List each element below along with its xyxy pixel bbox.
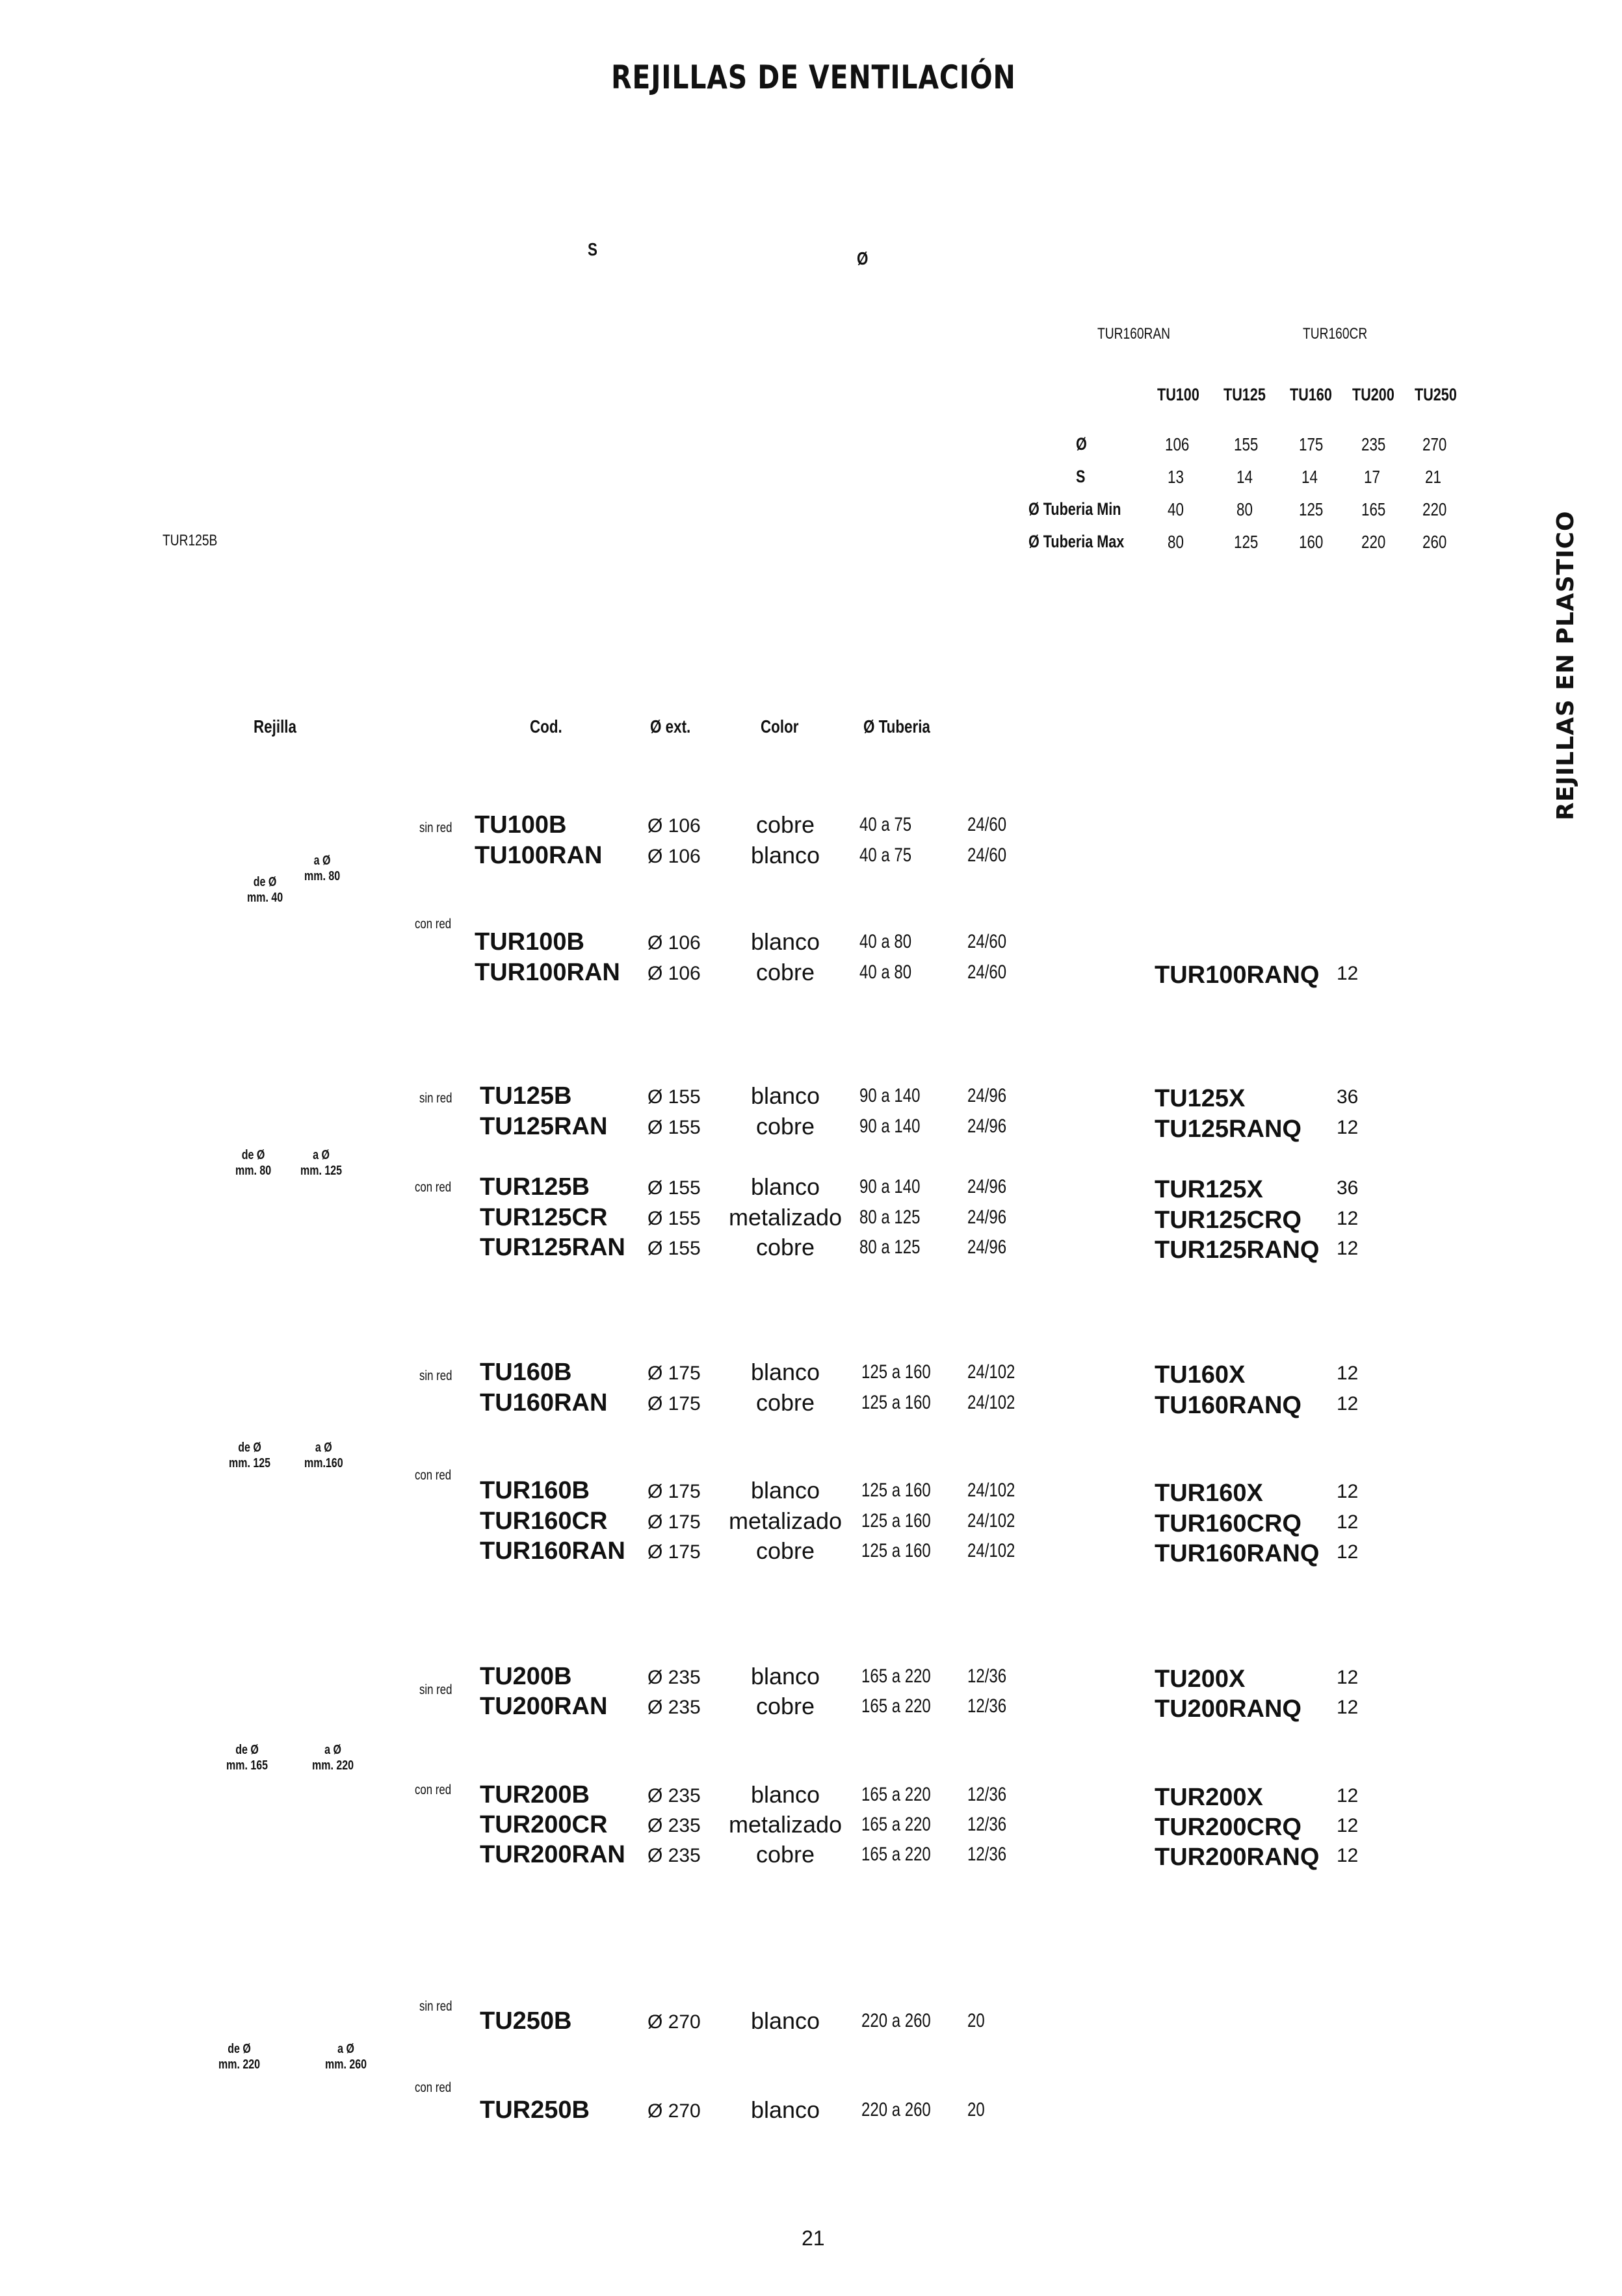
product-ext-diameter: Ø 106 bbox=[647, 846, 701, 867]
dims-row-label: Ø Tuberia Max bbox=[1028, 532, 1125, 551]
range-from-label: de Ø mm. 165 bbox=[226, 1743, 268, 1773]
product-pack: 24/60 bbox=[967, 931, 1007, 952]
side-section-label: REJILLAS EN PLASTICO bbox=[1552, 510, 1579, 820]
product-color: cobre bbox=[755, 811, 815, 838]
product-alt-code: TUR200RANQ bbox=[1155, 1844, 1320, 1871]
product-color: cobre bbox=[755, 959, 815, 985]
product-ext-diameter: Ø 175 bbox=[647, 1511, 701, 1533]
product-tuberia-range: 90 a 140 bbox=[859, 1085, 921, 1106]
product-code: TUR100B bbox=[475, 928, 584, 956]
dims-cell: 40 bbox=[1168, 499, 1184, 519]
product-code: TUR200B bbox=[480, 1781, 590, 1808]
range-from-label: de Ø mm. 80 bbox=[235, 1148, 272, 1178]
sin-red-label: sin red bbox=[419, 1999, 452, 2014]
header-cod: Cod. bbox=[530, 716, 562, 737]
product-pack: 24/102 bbox=[967, 1540, 1015, 1561]
header-tuberia: Ø Tuberia bbox=[863, 716, 930, 737]
product-tuberia-range: 165 a 220 bbox=[861, 1844, 931, 1865]
product-alt-qty: 12 bbox=[1337, 1815, 1359, 1836]
product-alt-qty: 12 bbox=[1337, 1785, 1359, 1807]
range-from-label: de Ø mm. 40 bbox=[247, 875, 283, 905]
product-alt-qty: 36 bbox=[1337, 1177, 1359, 1199]
product-ext-diameter: Ø 175 bbox=[647, 1481, 701, 1502]
con-red-label: con red bbox=[415, 1180, 452, 1195]
product-pack: 24/96 bbox=[967, 1085, 1007, 1106]
product-tuberia-range: 125 a 160 bbox=[861, 1480, 931, 1501]
dims-cell: 220 bbox=[1361, 532, 1386, 552]
product-tuberia-range: 165 a 220 bbox=[861, 1814, 931, 1835]
product-alt-qty: 12 bbox=[1337, 1363, 1359, 1384]
dims-cell: 14 bbox=[1302, 467, 1318, 487]
product-ext-diameter: Ø 235 bbox=[647, 1785, 701, 1807]
product-pack: 24/96 bbox=[967, 1115, 1007, 1137]
product-alt-qty: 12 bbox=[1337, 1845, 1359, 1866]
range-to-label: a Ø mm. 220 bbox=[312, 1743, 354, 1773]
product-color: metalizado bbox=[728, 1507, 843, 1534]
product-color: blanco bbox=[750, 1477, 820, 1504]
dims-row-label: S bbox=[1076, 467, 1086, 486]
product-alt-code: TU125X bbox=[1155, 1085, 1246, 1112]
product-pack: 24/60 bbox=[967, 844, 1007, 866]
product-alt-code: TUR125RANQ bbox=[1155, 1236, 1320, 1264]
range-from-label: de Ø mm. 220 bbox=[218, 2042, 261, 2072]
product-color: blanco bbox=[750, 1359, 820, 1385]
dims-cell: 125 bbox=[1234, 532, 1259, 552]
dims-cell: 13 bbox=[1168, 467, 1184, 487]
product-color: blanco bbox=[750, 1173, 820, 1200]
product-code: TU125B bbox=[480, 1082, 572, 1110]
product-pack: 24/96 bbox=[967, 1236, 1007, 1258]
dims-cell: 270 bbox=[1422, 434, 1447, 454]
product-pack: 24/96 bbox=[967, 1176, 1007, 1197]
product-color: cobre bbox=[755, 1113, 815, 1140]
page-title: REJILLAS DE VENTILACIÓN bbox=[611, 59, 1016, 96]
product-color: blanco bbox=[750, 2007, 820, 2034]
header-rejilla: Rejilla bbox=[254, 716, 296, 737]
product-tuberia-range: 220 a 260 bbox=[861, 2010, 931, 2031]
page-number: 21 bbox=[802, 2226, 825, 2250]
product-tuberia-range: 40 a 75 bbox=[859, 814, 912, 835]
product-tuberia-range: 220 a 260 bbox=[861, 2099, 931, 2120]
product-color: blanco bbox=[750, 1082, 820, 1109]
dims-row-label: Ø Tuberia Min bbox=[1028, 499, 1121, 519]
sin-red-label: sin red bbox=[419, 1091, 452, 1106]
product-ext-diameter: Ø 106 bbox=[647, 932, 701, 954]
dims-col-header: TU125 bbox=[1223, 385, 1266, 404]
range-to-label: a Ø mm.160 bbox=[304, 1441, 343, 1470]
product-code: TU100B bbox=[475, 811, 567, 839]
dims-cell: 155 bbox=[1234, 434, 1259, 454]
product-ext-diameter: Ø 175 bbox=[647, 1541, 701, 1563]
product-alt-qty: 12 bbox=[1337, 1511, 1359, 1533]
product-code: TU200B bbox=[480, 1663, 572, 1690]
product-ext-diameter: Ø 235 bbox=[647, 1697, 701, 1718]
product-ext-diameter: Ø 235 bbox=[647, 1815, 701, 1836]
product-pack: 24/102 bbox=[967, 1510, 1015, 1532]
dims-cell: 125 bbox=[1299, 499, 1324, 519]
product-alt-code: TU160X bbox=[1155, 1361, 1246, 1389]
con-red-label: con red bbox=[415, 2080, 452, 2095]
product-color: blanco bbox=[750, 2096, 820, 2123]
product-tuberia-range: 80 a 125 bbox=[859, 1207, 921, 1228]
product-tuberia-range: 125 a 160 bbox=[861, 1510, 931, 1532]
diagram-diameter-label: Ø bbox=[857, 248, 869, 268]
product-tuberia-range: 125 a 160 bbox=[861, 1392, 931, 1413]
product-color: blanco bbox=[750, 842, 820, 868]
range-to-label: a Ø mm. 80 bbox=[304, 854, 341, 883]
product-color: cobre bbox=[755, 1537, 815, 1564]
product-ext-diameter: Ø 175 bbox=[647, 1363, 701, 1384]
product-alt-code: TUR160X bbox=[1155, 1480, 1263, 1507]
product-code: TUR160CR bbox=[480, 1507, 608, 1535]
dims-cell: 80 bbox=[1236, 499, 1253, 519]
product-color: blanco bbox=[750, 1781, 820, 1808]
product-color: cobre bbox=[755, 1234, 815, 1260]
dims-cell: 14 bbox=[1236, 467, 1253, 487]
dims-col-header: TU200 bbox=[1352, 385, 1394, 404]
product-ext-diameter: Ø 175 bbox=[647, 1393, 701, 1415]
dims-cell: 106 bbox=[1165, 434, 1190, 454]
product-alt-code: TU160RANQ bbox=[1155, 1392, 1302, 1419]
product-pack: 12/36 bbox=[967, 1814, 1007, 1835]
product-code: TU250B bbox=[480, 2007, 572, 2035]
product-code: TU160RAN bbox=[480, 1389, 608, 1416]
product-color: metalizado bbox=[728, 1204, 843, 1231]
dims-cell: 220 bbox=[1422, 499, 1447, 519]
product-tuberia-range: 40 a 80 bbox=[859, 961, 912, 983]
product-pack: 24/96 bbox=[967, 1207, 1007, 1228]
product-pack: 20 bbox=[967, 2010, 985, 2031]
product-ext-diameter: Ø 106 bbox=[647, 815, 701, 837]
dims-row-label: Ø bbox=[1076, 434, 1087, 454]
range-to-label: a Ø mm. 260 bbox=[325, 2042, 367, 2072]
product-tuberia-range: 165 a 220 bbox=[861, 1695, 931, 1717]
product-code: TUR200CR bbox=[480, 1811, 608, 1838]
header-ext: Ø ext. bbox=[650, 716, 691, 737]
product-alt-qty: 12 bbox=[1337, 1541, 1359, 1563]
product-color: cobre bbox=[755, 1389, 815, 1416]
product-code: TUR160B bbox=[480, 1477, 590, 1504]
product-tuberia-range: 165 a 220 bbox=[861, 1784, 931, 1805]
product-pack: 24/60 bbox=[967, 961, 1007, 983]
image-caption-tur160ran: TUR160RAN bbox=[1097, 325, 1171, 343]
product-pack: 12/36 bbox=[967, 1695, 1007, 1717]
product-tuberia-range: 125 a 160 bbox=[861, 1540, 931, 1561]
product-code: TU200RAN bbox=[480, 1693, 608, 1720]
dims-cell: 160 bbox=[1299, 532, 1324, 552]
product-code: TUR160RAN bbox=[480, 1537, 625, 1565]
range-to-label: a Ø mm. 125 bbox=[300, 1148, 343, 1178]
product-ext-diameter: Ø 155 bbox=[647, 1117, 701, 1138]
product-alt-qty: 12 bbox=[1337, 1393, 1359, 1415]
product-pack: 12/36 bbox=[967, 1784, 1007, 1805]
con-red-label: con red bbox=[415, 1782, 452, 1797]
product-ext-diameter: Ø 155 bbox=[647, 1208, 701, 1229]
product-alt-code: TUR160CRQ bbox=[1155, 1510, 1302, 1537]
product-pack: 20 bbox=[967, 2099, 985, 2120]
product-tuberia-range: 165 a 220 bbox=[861, 1665, 931, 1687]
product-code: TU160B bbox=[480, 1359, 572, 1386]
product-tuberia-range: 90 a 140 bbox=[859, 1176, 921, 1197]
product-alt-code: TU200RANQ bbox=[1155, 1695, 1302, 1723]
product-pack: 24/60 bbox=[967, 814, 1007, 835]
product-color: cobre bbox=[755, 1693, 815, 1719]
product-pack: 24/102 bbox=[967, 1361, 1015, 1383]
product-ext-diameter: Ø 270 bbox=[647, 2100, 701, 2122]
product-ext-diameter: Ø 235 bbox=[647, 1845, 701, 1866]
product-ext-diameter: Ø 155 bbox=[647, 1177, 701, 1199]
product-alt-qty: 12 bbox=[1337, 1697, 1359, 1718]
product-alt-qty: 12 bbox=[1337, 1667, 1359, 1688]
dims-cell: 80 bbox=[1168, 532, 1184, 552]
product-alt-code: TUR200X bbox=[1155, 1784, 1263, 1811]
con-red-label: con red bbox=[415, 917, 452, 932]
dims-cell: 21 bbox=[1425, 467, 1441, 487]
product-code: TUR125B bbox=[480, 1173, 590, 1201]
dims-col-header: TU250 bbox=[1415, 385, 1457, 404]
diagram-s-label: S bbox=[588, 239, 597, 259]
sin-red-label: sin red bbox=[419, 1682, 452, 1697]
product-ext-diameter: Ø 270 bbox=[647, 2011, 701, 2033]
dims-cell: 260 bbox=[1422, 532, 1447, 552]
product-alt-qty: 36 bbox=[1337, 1086, 1359, 1108]
product-tuberia-range: 40 a 80 bbox=[859, 931, 912, 952]
product-code: TUR125CR bbox=[480, 1204, 608, 1231]
product-ext-diameter: Ø 235 bbox=[647, 1667, 701, 1688]
product-alt-code: TU125RANQ bbox=[1155, 1115, 1302, 1143]
product-pack: 12/36 bbox=[967, 1844, 1007, 1865]
product-alt-code: TUR160RANQ bbox=[1155, 1540, 1320, 1567]
dims-cell: 235 bbox=[1361, 434, 1386, 454]
product-pack: 12/36 bbox=[967, 1665, 1007, 1687]
product-alt-code: TUR125X bbox=[1155, 1176, 1263, 1203]
product-alt-qty: 12 bbox=[1337, 963, 1359, 984]
product-tuberia-range: 90 a 140 bbox=[859, 1115, 921, 1137]
dims-col-header: TU100 bbox=[1157, 385, 1199, 404]
image-caption-tur160cr: TUR160CR bbox=[1303, 325, 1368, 343]
range-from-label: de Ø mm. 125 bbox=[229, 1441, 271, 1470]
product-color: blanco bbox=[750, 928, 820, 955]
dims-col-header: TU160 bbox=[1290, 385, 1332, 404]
product-code: TU100RAN bbox=[475, 842, 603, 869]
product-alt-code: TUR125CRQ bbox=[1155, 1207, 1302, 1234]
product-alt-qty: 12 bbox=[1337, 1117, 1359, 1138]
dims-cell: 165 bbox=[1361, 499, 1386, 519]
product-code: TUR125RAN bbox=[480, 1234, 625, 1261]
sin-red-label: sin red bbox=[419, 820, 452, 835]
con-red-label: con red bbox=[415, 1468, 452, 1483]
product-alt-qty: 12 bbox=[1337, 1208, 1359, 1229]
product-code: TU125RAN bbox=[480, 1113, 608, 1140]
product-tuberia-range: 40 a 75 bbox=[859, 844, 912, 866]
product-tuberia-range: 80 a 125 bbox=[859, 1236, 921, 1258]
product-tuberia-range: 125 a 160 bbox=[861, 1361, 931, 1383]
dims-cell: 175 bbox=[1299, 434, 1324, 454]
dims-cell: 17 bbox=[1364, 467, 1380, 487]
product-color: cobre bbox=[755, 1841, 815, 1868]
image-caption-tur125b: TUR125B bbox=[163, 532, 218, 549]
product-ext-diameter: Ø 155 bbox=[647, 1238, 701, 1259]
product-alt-qty: 12 bbox=[1337, 1481, 1359, 1502]
product-code: TUR250B bbox=[480, 2096, 590, 2124]
product-pack: 24/102 bbox=[967, 1392, 1015, 1413]
product-alt-qty: 12 bbox=[1337, 1238, 1359, 1259]
product-ext-diameter: Ø 106 bbox=[647, 963, 701, 984]
header-color: Color bbox=[761, 716, 799, 737]
product-alt-code: TUR100RANQ bbox=[1155, 961, 1320, 989]
product-color: blanco bbox=[750, 1663, 820, 1689]
product-alt-code: TUR200CRQ bbox=[1155, 1814, 1302, 1841]
sin-red-label: sin red bbox=[419, 1368, 452, 1383]
product-code: TUR200RAN bbox=[480, 1841, 625, 1868]
product-code: TUR100RAN bbox=[475, 959, 620, 986]
product-alt-code: TU200X bbox=[1155, 1665, 1246, 1693]
product-ext-diameter: Ø 155 bbox=[647, 1086, 701, 1108]
product-pack: 24/102 bbox=[967, 1480, 1015, 1501]
product-color: metalizado bbox=[728, 1811, 843, 1838]
